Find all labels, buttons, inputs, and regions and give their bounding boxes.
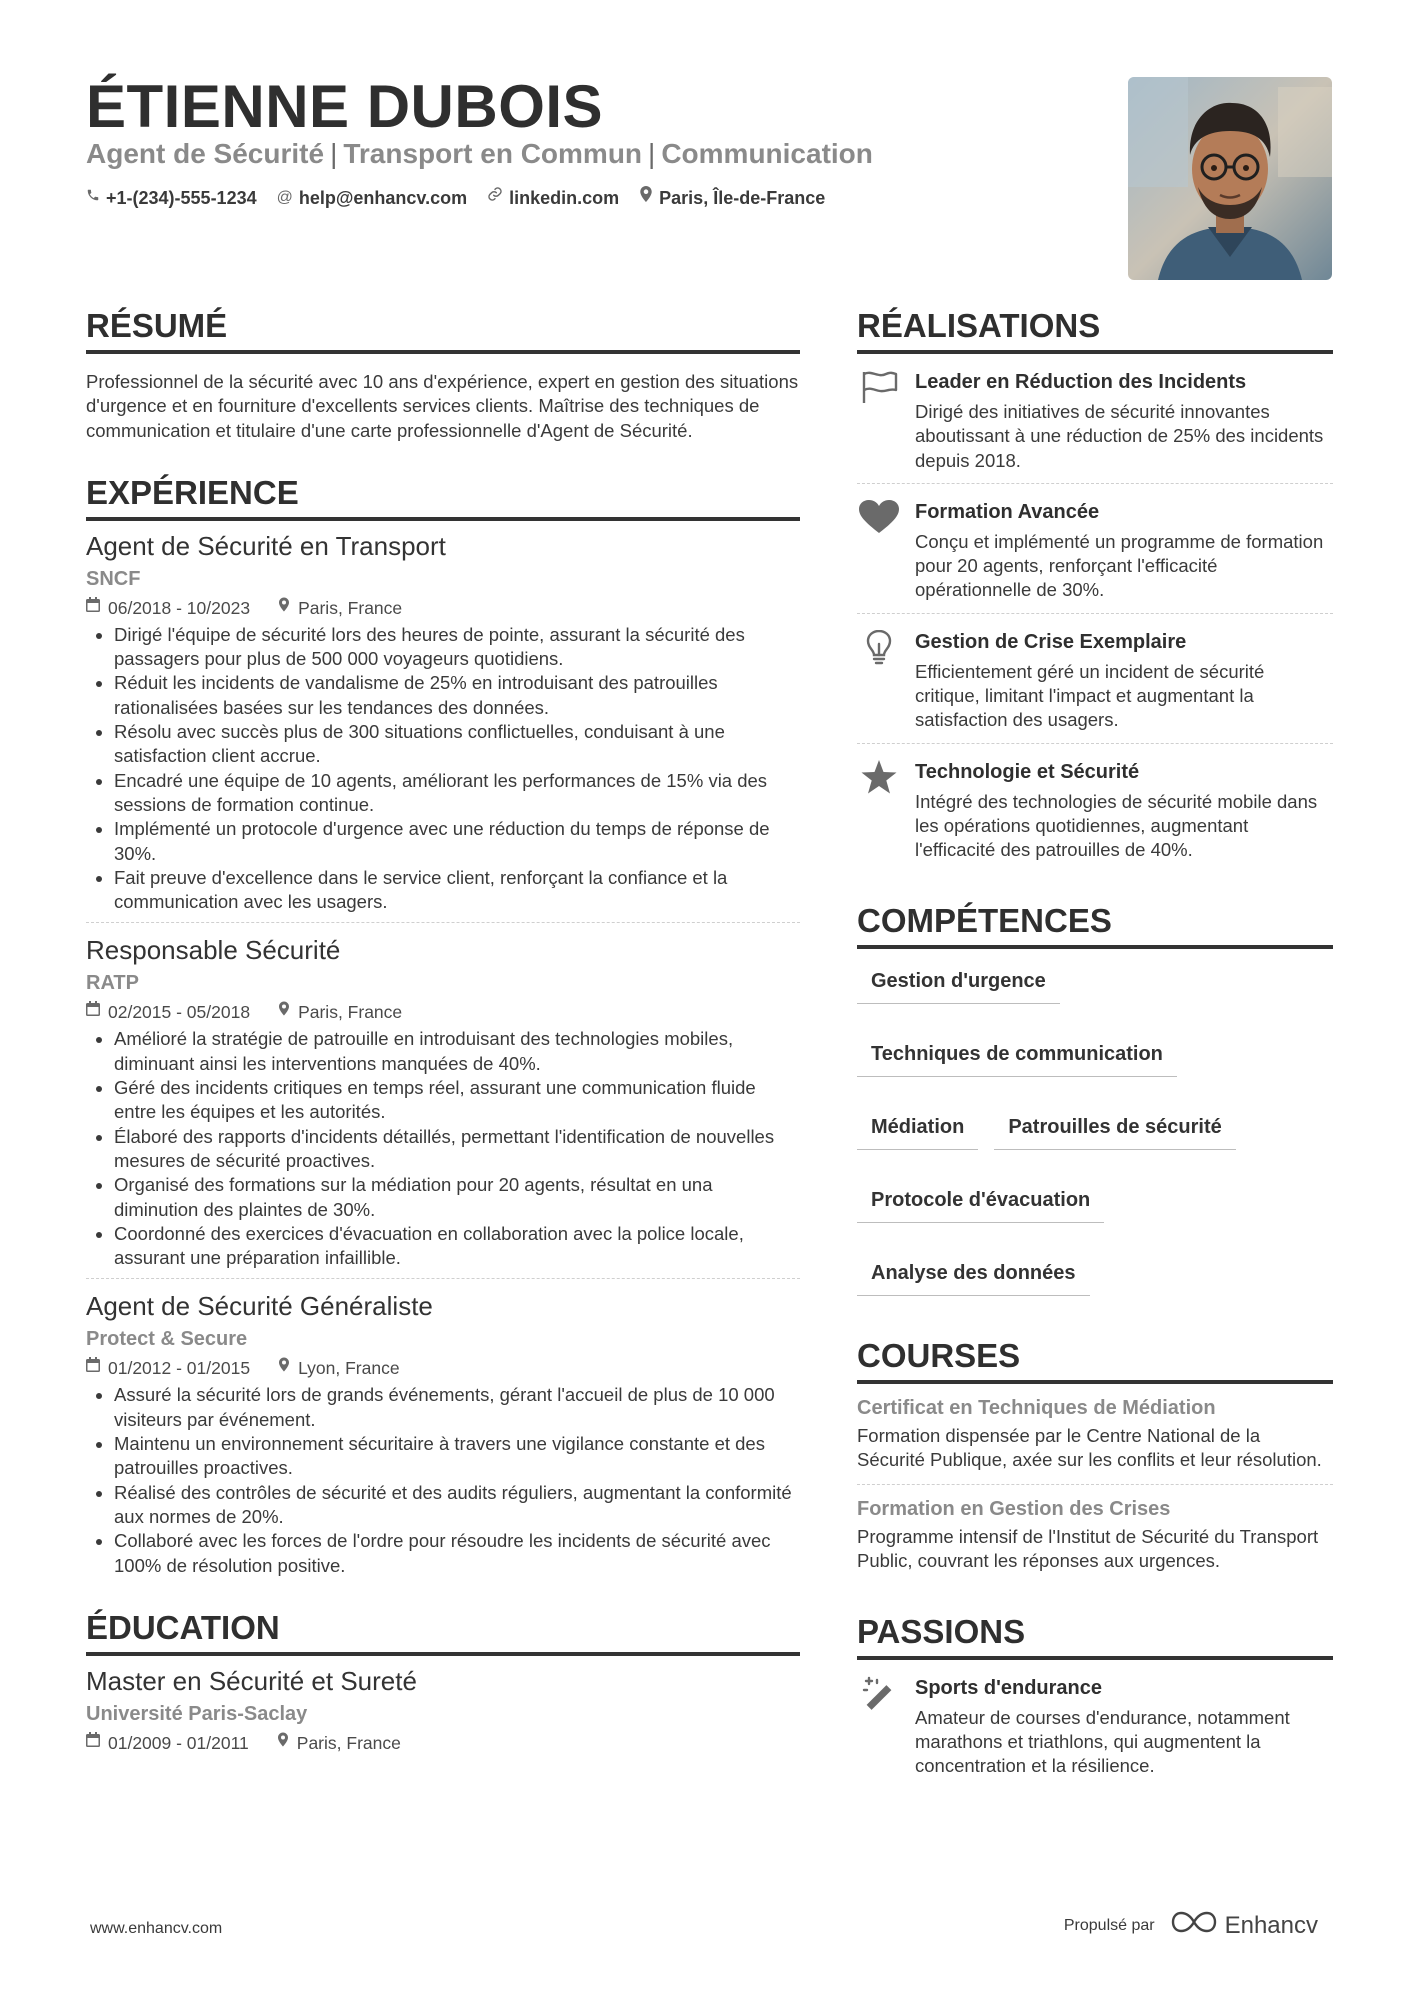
bullet-item: • Dirigé l'équipe de sécurité lors des heures de pointe, assurant la sécurité des passagers pour plus de 500 000 voyageurs quotidiens. [114, 623, 800, 672]
section-title-passions: PASSIONS [857, 1612, 1333, 1660]
education-dates [86, 1730, 249, 1756]
job-location-text: Paris, France [298, 597, 403, 618]
experience-section [86, 473, 800, 1586]
lightbulb-icon [857, 628, 901, 733]
job-title: Responsable Sécurité [86, 935, 341, 966]
education-location [277, 1730, 401, 1756]
bullet-item: • Élaboré des rapports d'incidents détaillés, permettant l'identification de nouvelles mesures de sécurité proactives. [114, 1125, 800, 1174]
education-meta [86, 1730, 800, 1756]
achievement-item [857, 613, 1333, 743]
infinity-logo-icon [1171, 1910, 1217, 1941]
bullet-item: • Réalisé des contrôles de sécurité et des audits réguliers, augmentant la conformité aux normes de 20%. [114, 1481, 800, 1530]
section-title-education: ÉDUCATION [86, 1608, 800, 1656]
contact-bar [86, 186, 825, 210]
bullet-item: • Amélioré la stratégie de patrouille en introduisant des technologies mobiles, diminuant ainsi les interventions manquées de 40%. [114, 1027, 800, 1076]
calendar-icon [86, 1355, 100, 1381]
heart-icon [857, 498, 901, 603]
job-bullets [86, 1027, 800, 1270]
skills-section [857, 901, 1333, 1296]
job-dates [86, 595, 250, 621]
job-meta [86, 595, 800, 621]
profile-photo [1128, 77, 1332, 280]
bullet-item: • Encadré une équipe de 10 agents, améliorant les performances de 15% via des sessions de formation continue. [114, 769, 800, 818]
job-title: Agent de Sécurité en Transport [86, 530, 446, 561]
section-title-skills: COMPÉTENCES [857, 901, 1333, 949]
job-title: Agent de Sécurité Généraliste [86, 1291, 433, 1322]
passions-section [857, 1612, 1333, 1789]
achievement-item [857, 743, 1333, 873]
location-pin-icon [639, 186, 653, 210]
contact-email[interactable] [277, 186, 468, 210]
skill-tag: Médiation [857, 1113, 978, 1150]
company-name: RATP [86, 972, 139, 995]
section-title-courses: COURSES [857, 1336, 1333, 1384]
footer-branding [1064, 1910, 1318, 1941]
achievements-section [857, 306, 1333, 873]
bullet-item: • Maintenu un environnement sécuritaire à travers une vigilance constante et des patrouilles proactives. [114, 1432, 800, 1481]
job-location [278, 1355, 400, 1381]
achievement-title: Formation Avancée [915, 500, 1100, 523]
education-entry [86, 1664, 800, 1756]
job-dates-text: 06/2018 - 10/2023 [108, 597, 251, 618]
company-name: SNCF [86, 567, 141, 590]
education-section [86, 1608, 800, 1756]
headline-title-1: Agent de Sécurité [86, 138, 325, 169]
job-dates-text: 02/2015 - 05/2018 [108, 1002, 251, 1023]
degree-title: Master en Sécurité et Sureté [86, 1665, 417, 1696]
achievement-item [857, 354, 1333, 483]
achievement-title: Leader en Réduction des Incidents [915, 371, 1247, 393]
contact-phone[interactable] [86, 186, 257, 210]
left-column [86, 306, 800, 1756]
achievement-text: Intégré des technologies de sécurité mobile dans les opérations quotidiennes, augmentant l'efficacité des patrouilles de 40%. [915, 790, 1318, 861]
course-text: Programme intensif de l'Institut de Sécurité du Transport Public, couvrant les réponses aux urgences. [857, 1526, 1319, 1572]
course-item [857, 1384, 1333, 1485]
company-name: Protect & Secure [86, 1328, 248, 1351]
passion-item [857, 1660, 1333, 1789]
contact-location [639, 186, 825, 210]
headline-separator: | [330, 138, 338, 169]
passion-title: Sports d'endurance [915, 1676, 1103, 1699]
candidate-name: ÉTIENNE DUBOIS [86, 73, 604, 140]
bullet-item: • Fait preuve d'excellence dans le service client, renforçant la confiance et la communication avec les usagers. [114, 866, 800, 915]
skill-tag: Patrouilles de sécurité [994, 1113, 1235, 1150]
location-pin-icon [278, 595, 290, 621]
summary-text: Professionnel de la sécurité avec 10 ans d'expérience, expert en gestion des situations d'urgence et en fourniture d'excellents services clients. Maîtrise des techniques de communication et titulaire d'une carte professionnelle d'Agent de Sécurité. [86, 371, 799, 441]
job-bullets [86, 623, 800, 915]
education-dates-text: 01/2009 - 01/2011 [108, 1732, 249, 1753]
calendar-icon [86, 999, 100, 1025]
headline-title-2: Transport en Commun [343, 138, 643, 169]
location-text: Paris, Île-de-France [659, 188, 826, 208]
achievement-title: Gestion de Crise Exemplaire [915, 630, 1187, 653]
headline-title-3: Communication [661, 138, 873, 169]
bullet-item: • Assuré la sécurité lors de grands événements, gérant l'accueil de plus de 10 000 visiteurs par événement. [114, 1383, 800, 1432]
brand-logo[interactable] [1171, 1910, 1318, 1941]
job-bullets [86, 1383, 800, 1577]
course-item [857, 1484, 1333, 1586]
email-text: help@enhancv.com [298, 188, 468, 208]
at-icon: @ [276, 189, 293, 206]
courses-section [857, 1336, 1333, 1586]
job-dates-text: 01/2012 - 01/2015 [108, 1358, 251, 1379]
job-location [278, 595, 402, 621]
course-title: Formation en Gestion des Crises [857, 1498, 1171, 1521]
school-name: Université Paris-Saclay [86, 1702, 308, 1725]
headline-separator: | [648, 138, 656, 169]
job-location-text: Lyon, France [298, 1358, 400, 1379]
contact-linkedin[interactable] [487, 186, 619, 210]
job-meta [86, 999, 800, 1025]
summary-section [86, 306, 800, 443]
bullet-item: • Implémenté un protocole d'urgence avec une réduction du temps de réponse de 30%. [114, 817, 800, 866]
brand-name: Enhancv [1224, 1911, 1318, 1939]
job-location [278, 999, 402, 1025]
footer-website[interactable]: www.enhancv.com [90, 1920, 223, 1937]
experience-entry [86, 1278, 800, 1585]
section-title-summary: RÉSUMÉ [86, 306, 800, 354]
skill-tag: Techniques de communication [857, 1040, 1177, 1077]
job-meta [86, 1355, 800, 1381]
location-pin-icon [277, 1730, 289, 1756]
job-location-text: Paris, France [298, 1002, 403, 1023]
job-dates [86, 999, 250, 1025]
section-title-experience: EXPÉRIENCE [86, 473, 800, 521]
achievement-text: Dirigé des initiatives de sécurité innovantes aboutissant à une réduction de 25% des incidents depuis 2018. [915, 401, 1324, 471]
skill-tag: Gestion d'urgence [857, 967, 1060, 1004]
phone-icon [86, 186, 100, 210]
bullet-item: • Géré des incidents critiques en temps réel, assurant une communication fluide entre les équipes et les autorités. [114, 1076, 800, 1125]
achievement-title: Technologie et Sécurité [915, 760, 1140, 783]
course-title: Certificat en Techniques de Médiation [857, 1396, 1216, 1419]
link-icon [487, 186, 503, 210]
experience-entry [86, 922, 800, 1278]
powered-by-text: Propulsé par [1063, 1916, 1155, 1934]
skills-list [857, 949, 1333, 1296]
flag-icon [857, 368, 901, 473]
experience-entry [86, 529, 800, 923]
achievement-text: Efficientement géré un incident de sécurité critique, limitant l'impact et augmentant la satisfaction des usagers. [915, 660, 1265, 731]
bullet-item: • Collaboré avec les forces de l'ordre pour résoudre les incidents de sécurité avec 100% de résolution positive. [114, 1529, 800, 1578]
location-pin-icon [278, 1355, 290, 1381]
skill-tag: Protocole d'évacuation [857, 1186, 1104, 1223]
course-text: Formation dispensée par le Centre National de la Sécurité Publique, axée sur les conflits et leur résolution. [857, 1424, 1322, 1470]
right-column [857, 306, 1333, 1789]
passion-text: Amateur de courses d'endurance, notamment marathons et triathlons, qui augmentent la concentration et la résilience. [915, 1706, 1290, 1777]
phone-text: +1-(234)-555-1234 [106, 188, 257, 208]
bullet-item: • Coordonné des exercices d'évacuation en collaboration avec la police locale, assurant une préparation infaillible. [114, 1222, 800, 1271]
section-title-achievements: RÉALISATIONS [857, 306, 1333, 354]
skill-tag: Analyse des données [857, 1259, 1090, 1296]
magic-wand-icon [857, 1674, 901, 1779]
bullet-item: • Réduit les incidents de vandalisme de 25% en introduisant des patrouilles rationalisées basées sur les tendances des données. [114, 671, 800, 720]
star-icon [857, 758, 901, 863]
headline [86, 136, 873, 172]
job-dates [86, 1355, 250, 1381]
linkedin-text: linkedin.com [509, 188, 620, 208]
calendar-icon [86, 595, 100, 621]
achievement-item [857, 483, 1333, 613]
location-pin-icon [278, 999, 290, 1025]
achievement-text: Conçu et implémenté un programme de formation pour 20 agents, renforçant l'efficacité opérationnelle de 30%. [915, 530, 1324, 601]
calendar-icon [86, 1730, 100, 1756]
bullet-item: • Organisé des formations sur la médiation pour 20 agents, résultat en una diminution des plaintes de 30%. [114, 1173, 800, 1222]
education-location-text: Paris, France [296, 1732, 401, 1753]
bullet-item: • Résolu avec succès plus de 300 situations conflictuelles, conduisant à une satisfaction client accrue. [114, 720, 800, 769]
